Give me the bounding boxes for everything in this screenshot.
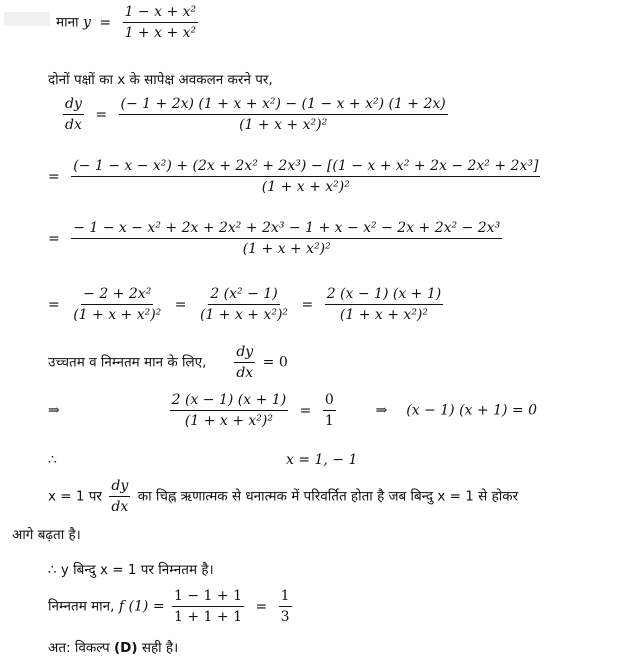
line-let-y: माना y = $\frac{\text{1 − x + x²}}{\text{1 + x + x²}}$	[56, 4, 197, 42]
line-expand-1: = (− 1 − x − x²) + (2x + 2x² + 2x³) − [(1 − x + x² + 2x − 2x² + 2x³] (1 + x + x²)²	[48, 158, 539, 196]
answer-option: (D)	[113, 640, 138, 656]
roots: x = 1, − 1	[286, 452, 358, 468]
line-answer: अत: विकल्प (D) सही है।	[48, 640, 179, 656]
therefore-symbol: ∴	[48, 452, 57, 468]
line-minimum-at: ∴ y बिन्दु x = 1 पर निम्नतम है।	[48, 562, 214, 578]
min-value-fraction: $\frac{1 - 1 + 1}{1 + 1 + 1}$	[174, 588, 242, 626]
simplify-fraction-2: $\frac{\text{2 (x² − 1)}}{\text{(1 + x + x²)²}}$	[199, 286, 289, 324]
zero-fraction: $\frac{0}{1}$	[324, 392, 334, 430]
line-implies: ⇒ $\frac{2 (x - 1) (x + 1)}{\text{(1 + x + x²)²}}$ = $\frac{0}{1}$ ⇒ (x − 1) (x + 1) = 0	[48, 392, 537, 430]
dy-dx-3: $\frac{dy}{dx}$	[111, 478, 129, 516]
simplify-fraction-1: $\frac{\text{− 2 + 2x²}}{\text{(1 + x + x²)²}}$	[73, 286, 162, 324]
line-continues: आगे बढ़ता है।	[12, 527, 81, 543]
line-differentiate: दोनों पक्षों का x के सापेक्ष अवकलन करने पर,	[48, 72, 273, 88]
line-expand-2: = $\frac{\text{− 1 − x − x² + 2x + 2x² + 2x³ − 1 + x − x² − 2x + 2x² − 2x³}}{\text{(1 + x + x²)²}}$	[48, 220, 501, 258]
line-derivative: $\frac{dy}{dx}$ = $\frac{\text{(− 1 + 2x) (1 + x + x²) − (1 − x + x²) (1 + 2x)}}{\text{(1 + x + x²)²}}$	[65, 96, 446, 134]
dy-dx: $\frac{dy}{dx}$	[65, 96, 82, 134]
expand-2-fraction: $\frac{\text{− 1 − x − x² + 2x + 2x² + 2x³ − 1 + x − x² − 2x + 2x² − 2x³}}{\text{(1 + x + x²)²}}$	[73, 220, 501, 258]
y-var: y	[83, 14, 91, 31]
line-roots	[48, 452, 588, 468]
derivative-fraction: $\frac{\text{(− 1 + 2x) (1 + x + x²) − (1 − x + x²) (1 + 2x)}}{\text{(1 + x + x²)²}}$	[120, 96, 446, 134]
line-extremum-condition: उच्चतम व निम्नतम मान के लिए, $\frac{dy}{dx}$ = 0	[48, 344, 288, 382]
dy-dx-2: $\frac{dy}{dx}$	[236, 344, 254, 382]
line-simplify: = $\frac{\text{− 2 + 2x²}}{\text{(1 + x + x²)²}}$ = $\frac{\text{2 (x² − 1)}}{\text{(1 + x + x²)²}}$ = $\frac{2 (x - 1) (x + 1)}{\text{(1 + x + x²)²}}$	[48, 286, 442, 324]
let-label: माना	[56, 14, 79, 31]
expand-1-fraction: (− 1 − x − x²) + (2x + 2x² + 2x³) − [(1 − x + x² + 2x − 2x² + 2x³] (1 + x + x²)²	[73, 158, 539, 196]
condition-fraction: $\frac{2 (x - 1) (x + 1)}{\text{(1 + x + x²)²}}$	[171, 392, 287, 430]
line-minimum-value: निम्नतम मान, f (1) = $\frac{1 - 1 + 1}{1 + 1 + 1}$ = $\frac{1}{3}$	[48, 588, 290, 626]
simplify-fraction-3: $\frac{2 (x - 1) (x + 1)}{\text{(1 + x + x²)²}}$	[326, 286, 442, 324]
one-third-fraction: $\frac{1}{3}$	[280, 588, 290, 626]
y-fraction: $\frac{\text{1 − x + x²}}{\text{1 + x + x²}}$	[124, 4, 197, 42]
implies-arrow: ⇒	[48, 402, 60, 419]
factor-result: (x − 1) (x + 1) = 0	[406, 402, 537, 419]
scan-artifact	[4, 12, 50, 26]
line-sign-change: x = 1 पर $\frac{dy}{dx}$ का चिह्न ऋणात्मक से धनात्मक में परिवर्तित होता है जब बिन्दु x = 1 से होकर	[48, 478, 519, 516]
implies-arrow-2: ⇒	[375, 402, 388, 419]
